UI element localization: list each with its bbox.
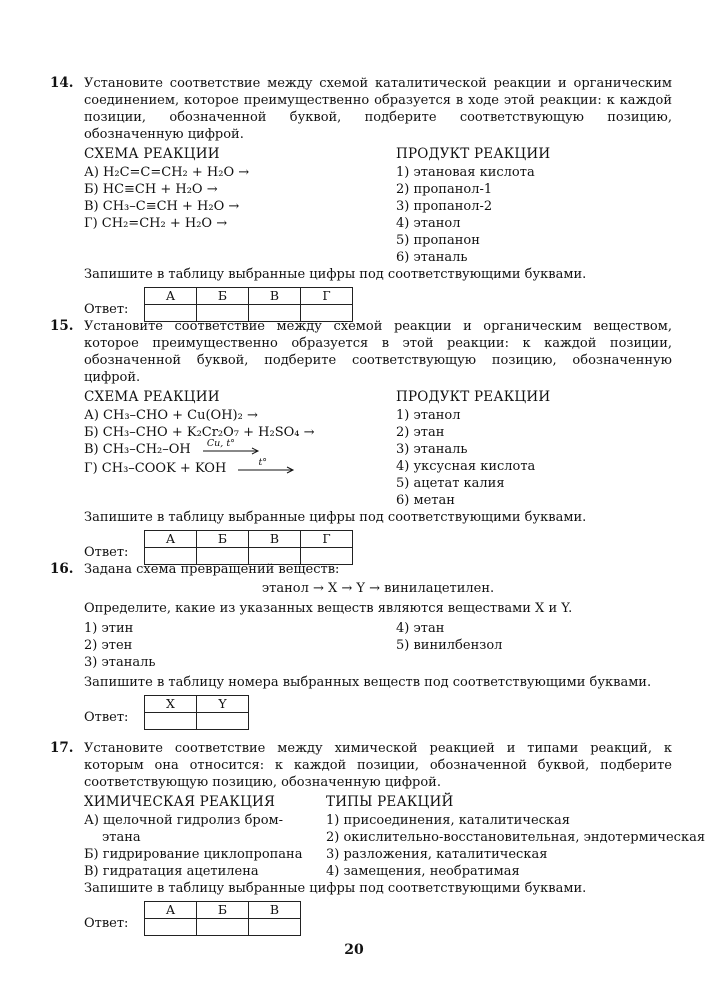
task-intro: Установите соответствие между химической реакцией и типами реакций, к которым она относится: к каждой позиции, обозначенной буквой, подберите соответствующую позицию, обозначенную цифрой. bbox=[84, 741, 672, 790]
transformation-scheme: этанол → X → Y → винилацетилен. bbox=[261, 581, 495, 596]
instruction: Запишите в таблицу выбранные цифры под соответствующими буквами. bbox=[84, 881, 587, 896]
scheme-text: В) CH₃–CH₂–OH bbox=[84, 442, 191, 457]
reaction-item: В) гидратация ацетилена bbox=[84, 864, 259, 879]
product-item: 4) уксусная кислота bbox=[396, 459, 536, 474]
scheme-item-with-arrow bbox=[84, 456, 315, 479]
answer-table bbox=[144, 901, 301, 936]
task-question: Определите, какие из указанных веществ являются веществами X и Y. bbox=[84, 601, 573, 616]
instruction: Запишите в таблицу номера выбранных веществ под соответствующими буквами. bbox=[84, 675, 652, 690]
answer-label: Ответ: bbox=[84, 302, 129, 317]
answer-header: А bbox=[145, 531, 197, 548]
option-item: 3) этаналь bbox=[84, 655, 156, 670]
task-14 bbox=[50, 75, 672, 323]
type-item: 4) замещения, необратимая bbox=[326, 864, 520, 879]
option-item: 5) винилбензол bbox=[396, 638, 503, 653]
answer-header: А bbox=[145, 288, 197, 305]
reaction-item: Б) гидрирование циклопропана bbox=[84, 847, 303, 862]
task-16 bbox=[50, 561, 672, 731]
answer-header: В bbox=[249, 902, 301, 919]
scheme-column bbox=[84, 146, 249, 232]
column-heading: ПРОДУКТ РЕАКЦИИ bbox=[396, 146, 551, 162]
answer-cell[interactable] bbox=[249, 919, 301, 936]
instruction: Запишите в таблицу выбранные цифры под соответствующими буквами. bbox=[84, 510, 587, 525]
answer-label: Ответ: bbox=[84, 710, 129, 725]
answer-cell[interactable] bbox=[197, 919, 249, 936]
product-item: 3) пропанол-2 bbox=[396, 199, 493, 214]
arrow-with-condition bbox=[201, 437, 261, 457]
instruction: Запишите в таблицу выбранные цифры под соответствующими буквами. bbox=[84, 267, 587, 282]
scheme-item: Б) HC≡CH + H₂O → bbox=[84, 182, 218, 197]
answer-header: Y bbox=[197, 696, 249, 713]
answer-table bbox=[144, 287, 353, 322]
scheme-item: А) CH₃–CHO + Cu(OH)₂ → bbox=[84, 408, 258, 423]
reaction-item-continuation: этана bbox=[102, 830, 141, 845]
column-heading: ТИПЫ РЕАКЦИЙ bbox=[326, 794, 454, 810]
task-number: 16. bbox=[50, 561, 74, 577]
arrow-condition: t° bbox=[258, 456, 268, 468]
task-15 bbox=[50, 318, 672, 566]
column-heading: ХИМИЧЕСКАЯ РЕАКЦИЯ bbox=[84, 794, 276, 810]
product-column bbox=[396, 389, 550, 509]
options-right bbox=[396, 620, 502, 654]
scheme-item: А) H₂C=C=CH₂ + H₂O → bbox=[84, 165, 250, 180]
answer-header: Б bbox=[197, 902, 249, 919]
answer-cell[interactable] bbox=[197, 713, 249, 730]
reaction-item: А) щелочной гидролиз бром- bbox=[84, 813, 284, 828]
answer-label: Ответ: bbox=[84, 916, 129, 931]
arrow-with-condition bbox=[236, 456, 296, 476]
answer-header: В bbox=[249, 288, 301, 305]
answer-header: Г bbox=[301, 288, 353, 305]
product-item: 5) пропанон bbox=[396, 233, 480, 248]
product-item: 4) этанол bbox=[396, 216, 461, 231]
product-item: 1) этановая кислота bbox=[396, 165, 535, 180]
product-item: 1) этанол bbox=[396, 408, 461, 423]
product-item: 2) этан bbox=[396, 425, 445, 440]
column-heading: СХЕМА РЕАКЦИИ bbox=[84, 389, 220, 405]
task-intro: Задана схема превращений веществ: bbox=[84, 562, 340, 577]
types-column bbox=[326, 794, 705, 880]
task-number: 17. bbox=[50, 740, 74, 756]
answer-label: Ответ: bbox=[84, 545, 129, 560]
column-heading: СХЕМА РЕАКЦИИ bbox=[84, 146, 220, 162]
answer-table bbox=[144, 695, 249, 730]
task-intro: Установите соответствие между схемой каталитической реакции и органическим соединением, которое преимущественно образуется в ходе этой реакции: к каждой позиции, обозначенной буквой, подберите соответствующую позицию, обозначенную цифрой. bbox=[84, 76, 672, 142]
task-17 bbox=[50, 740, 706, 937]
product-item: 3) этаналь bbox=[396, 442, 468, 457]
option-item: 1) этин bbox=[84, 621, 134, 636]
answer-cell[interactable] bbox=[145, 713, 197, 730]
column-heading: ПРОДУКТ РЕАКЦИИ bbox=[396, 389, 551, 405]
scheme-text: Г) CH₃–COOK + KOH bbox=[84, 461, 227, 476]
answer-header: Б bbox=[197, 288, 249, 305]
scheme-item: Б) CH₃–CHO + K₂Cr₂O₇ + H₂SO₄ → bbox=[84, 425, 315, 440]
type-item: 2) окислительно-восстановительная, эндотермическая bbox=[326, 830, 706, 845]
type-item: 1) присоединения, каталитическая bbox=[326, 813, 570, 828]
scheme-item-with-arrow bbox=[84, 437, 315, 460]
options-left bbox=[84, 620, 155, 671]
answer-header: А bbox=[145, 902, 197, 919]
task-number: 15. bbox=[50, 318, 74, 334]
right-arrow-icon bbox=[201, 447, 261, 455]
answer-cell[interactable] bbox=[145, 919, 197, 936]
option-item: 4) этан bbox=[396, 621, 445, 636]
scheme-item: Г) CH₂=CH₂ + H₂O → bbox=[84, 216, 228, 231]
arrow-condition: Cu, t° bbox=[206, 437, 235, 449]
scheme-item: В) CH₃–C≡CH + H₂O → bbox=[84, 199, 240, 214]
product-item: 6) этаналь bbox=[396, 250, 468, 265]
page-number: 20 bbox=[344, 942, 364, 958]
task-number: 14. bbox=[50, 75, 74, 91]
answer-header: Б bbox=[197, 531, 249, 548]
answer-header: Г bbox=[301, 531, 353, 548]
type-item: 3) разложения, каталитическая bbox=[326, 847, 548, 862]
scheme-column bbox=[84, 389, 315, 479]
answer-table bbox=[144, 530, 353, 565]
right-arrow-icon bbox=[236, 466, 296, 474]
answer-header: X bbox=[145, 696, 197, 713]
answer-header: В bbox=[249, 531, 301, 548]
product-item: 6) метан bbox=[396, 493, 455, 508]
product-column bbox=[396, 146, 550, 266]
product-item: 2) пропанол-1 bbox=[396, 182, 493, 197]
task-intro: Установите соответствие между схемой реакции и органическим веществом, которое преимущественно образуется в этой реакции: к каждой позиции, обозначенной буквой, подберите соответствующую позицию, обозначенную цифрой. bbox=[84, 319, 672, 385]
reaction-column bbox=[84, 794, 302, 880]
product-item: 5) ацетат калия bbox=[396, 476, 505, 491]
option-item: 2) этен bbox=[84, 638, 133, 653]
